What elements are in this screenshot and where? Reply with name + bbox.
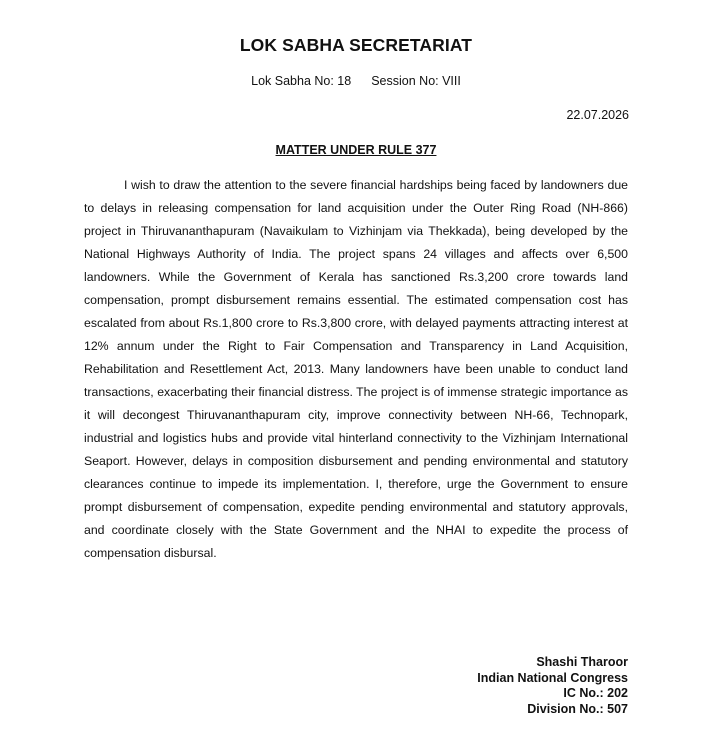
ic-number: IC No.: 202 [563, 686, 628, 700]
document-title: LOK SABHA SECRETARIAT [239, 35, 473, 55]
document-date: 22.07.2026 [566, 108, 629, 122]
signature-block [477, 655, 628, 717]
signatory-name: Shashi Tharoor [536, 655, 628, 669]
division-number: Division No.: 507 [527, 701, 628, 716]
lok-sabha-number: Lok Sabha No: 18 [251, 74, 352, 88]
signatory-party: Indian National Congress [477, 670, 628, 685]
subject-heading: MATTER UNDER RULE 377 [275, 143, 437, 157]
session-number: Session No: VIII [371, 74, 461, 88]
body-paragraph: I wish to draw the attention to the severe financial hardships being faced by landowners due to delays in releasing compensation for land acquisition under the Outer Ring Road (NH-866) project in Thiruvananthapuram (Navaikulam to Vizhinjam via Thekkada), being developed by the National Highways Authority of India. The project spans 24 villages and affects over 6,500 landowners. While the Government of Kerala has sanctioned Rs.3,200 crore towards land compensation, prompt disbursement remains essential. The estimated compensation cost has escalated from about Rs.1,800 crore to Rs.3,800 crore, with delayed payments attracting interest at 12% annum under the Right to Fair Compensation and Transparency in Land Acquisition, Rehabilitation and Resettlement Act, 2013. Many landowners have been unable to conduct land transactions, exacerbating their financial distress. The project is of immense strategic importance as it will decongest Thiruvananthapuram city, improve connectivity between NH-66, Technopark, industrial and logistics hubs and provide vital hinterland connectivity to the Vizhinjam International Seaport. However, delays in composition disbursement and pending environmental and statutory clearances continue to impede its implementation. I, therefore, urge the Government to ensure prompt disbursement of compensation, expedite pending environmental and statutory approvals, and coordinate closely with the State Government and the NHAI to expedite the process of compensation disbursal. [84, 178, 628, 560]
session-info [0, 74, 712, 88]
